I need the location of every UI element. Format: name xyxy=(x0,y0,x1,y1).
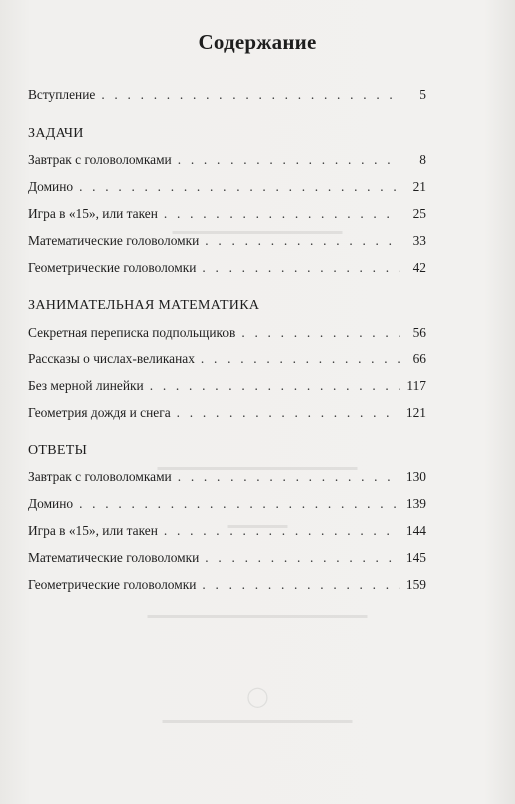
toc-entry[interactable] xyxy=(28,206,426,226)
toc-page-number: 21 xyxy=(412,179,426,194)
toc-entry[interactable] xyxy=(28,577,426,597)
toc-page-number: 5 xyxy=(419,87,426,102)
bleed-through-text: ▬▬▬▬▬▬▬▬▬▬▬▬▬▬▬▬▬▬▬▬ xyxy=(157,462,358,473)
toc-entry[interactable] xyxy=(28,523,426,543)
toc-entry-label: Завтрак с головоломками xyxy=(28,152,172,167)
toc-entry[interactable] xyxy=(28,179,426,199)
toc-entry[interactable] xyxy=(28,233,426,253)
toc-entry[interactable] xyxy=(28,496,426,516)
toc-page-number: 144 xyxy=(405,523,426,538)
dot-leader xyxy=(178,152,400,168)
dot-leader xyxy=(202,577,400,593)
dot-leader xyxy=(205,550,400,566)
toc-entry[interactable] xyxy=(28,405,426,425)
toc-page-number: 159 xyxy=(405,577,426,592)
dot-leader xyxy=(241,325,400,341)
toc-entry-label: Геометрические головоломки xyxy=(28,260,197,275)
page-title: Содержание xyxy=(198,30,317,54)
dot-leader xyxy=(202,260,400,276)
toc-entry-label: Домино xyxy=(28,179,74,194)
toc-entry-label: Игра в «15», или такен xyxy=(28,523,158,538)
toc-page-number: 66 xyxy=(412,351,426,366)
toc-entry[interactable] xyxy=(28,550,426,570)
toc-entry-intro[interactable] xyxy=(28,87,426,107)
toc-entry-label: Математические головоломки xyxy=(28,550,200,565)
dot-leader xyxy=(164,206,400,222)
toc-entry-label: Секретная переписка подпольщиков xyxy=(28,325,236,340)
toc-entry[interactable] xyxy=(28,378,426,398)
toc-entry-label: Без мерной линейки xyxy=(28,378,144,393)
toc-entry-label: Завтрак с головоломками xyxy=(28,469,172,484)
dot-leader xyxy=(79,179,400,195)
toc-entry[interactable] xyxy=(28,351,426,371)
toc-entry-label: Геометрические головоломки xyxy=(28,577,197,592)
toc-entry-label: Вступление xyxy=(28,87,96,102)
toc-page-number: 42 xyxy=(412,260,426,275)
toc-page-number: 121 xyxy=(405,405,426,420)
toc-page-number: 145 xyxy=(405,550,426,565)
dot-leader xyxy=(178,469,400,485)
bleed-through-text: ▬▬▬▬▬▬ xyxy=(227,520,288,531)
dot-leader xyxy=(205,233,400,249)
toc-entry[interactable] xyxy=(28,325,426,345)
dot-leader xyxy=(150,378,400,394)
toc-entry[interactable] xyxy=(28,152,426,172)
toc-page-number: 33 xyxy=(412,233,426,248)
bleed-through-text: ▬▬▬▬▬▬▬▬▬▬▬▬▬▬▬▬▬▬▬ xyxy=(162,715,353,726)
toc-page-number: 130 xyxy=(405,469,426,484)
dot-leader xyxy=(101,87,400,103)
toc-entry-label: Домино xyxy=(28,496,74,511)
toc-page-number: 117 xyxy=(406,378,426,393)
toc-entry[interactable] xyxy=(28,469,426,489)
bleed-through-text: ▬▬▬▬▬▬▬▬▬▬▬▬▬▬▬▬▬▬▬▬▬▬ xyxy=(147,610,368,621)
toc-page-number: 139 xyxy=(405,496,426,511)
section-heading-answers: ОТВЕТЫ xyxy=(28,443,88,458)
toc-page-number: 25 xyxy=(412,206,426,221)
dot-leader xyxy=(177,405,400,421)
toc-entry-label: Игра в «15», или такен xyxy=(28,206,158,221)
dot-leader xyxy=(164,523,400,539)
bleed-through-logo: ◯ xyxy=(246,686,269,708)
bleed-through-text: ▬▬▬▬▬▬▬▬▬▬▬▬▬▬▬▬▬ xyxy=(172,226,343,237)
section-heading-tasks: ЗАДАЧИ xyxy=(28,126,84,141)
dot-leader xyxy=(201,351,400,367)
toc-entry-label: Геометрия дождя и снега xyxy=(28,405,171,420)
toc-page-number: 8 xyxy=(419,152,426,167)
toc-page-number: 56 xyxy=(412,325,426,340)
toc-entry[interactable] xyxy=(28,260,426,280)
toc-entry-label: Математические головоломки xyxy=(28,233,200,248)
dot-leader xyxy=(79,496,400,512)
toc-entry-label: Рассказы о числах-великанах xyxy=(28,351,195,366)
section-heading-entertaining-math: ЗАНИМАТЕЛЬНАЯ МАТЕМАТИКА xyxy=(28,298,260,313)
